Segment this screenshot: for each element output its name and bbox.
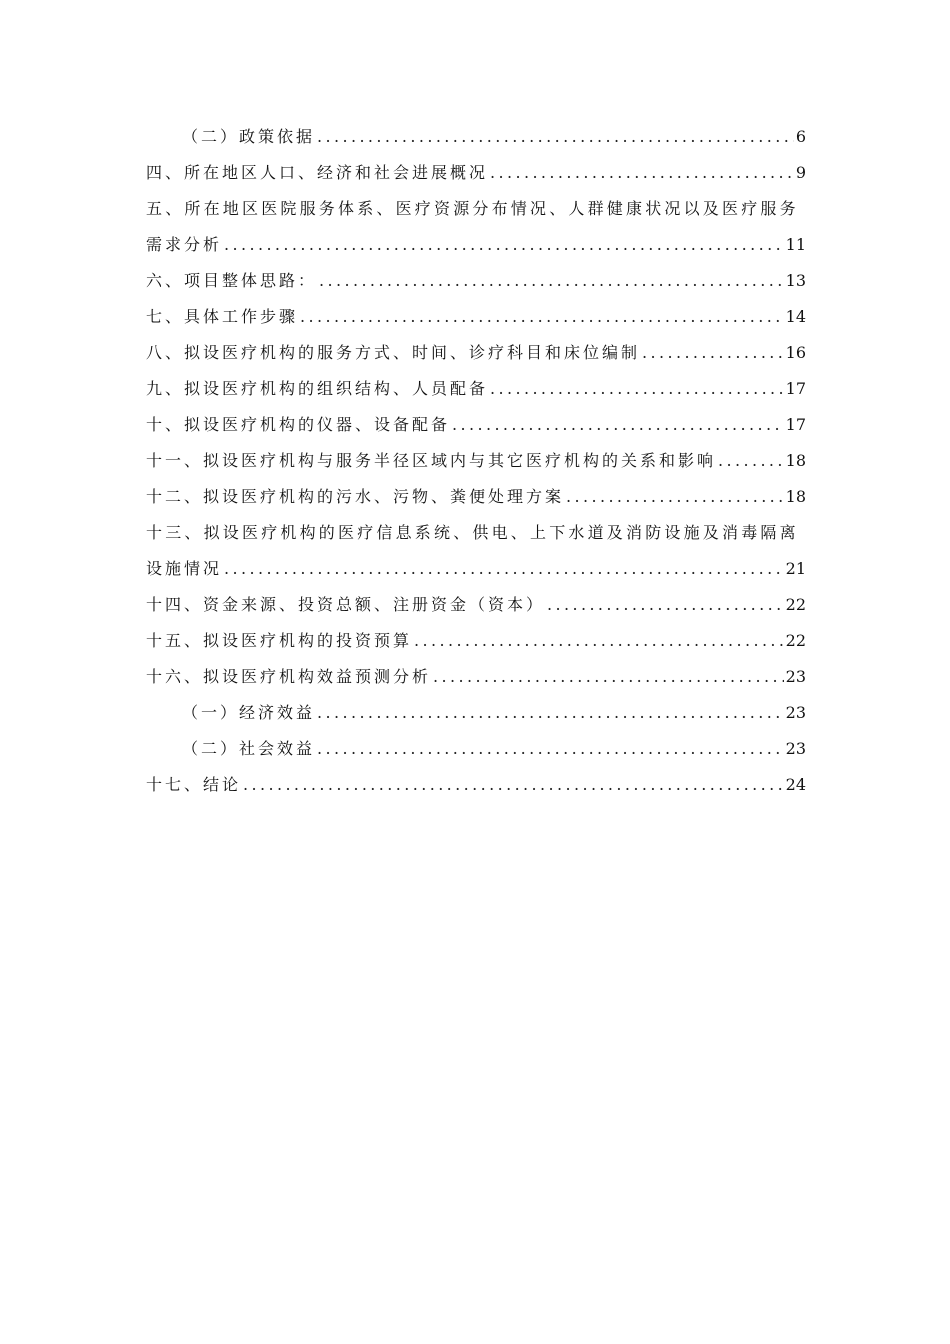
toc-entry-title: 十、拟设医疗机构的仪器、设备配备 (146, 415, 451, 434)
toc-entry-regional-overview[interactable] (146, 160, 806, 196)
toc-dot-leader (547, 595, 784, 614)
toc-dot-leader (300, 307, 784, 326)
toc-entry-title: 十三、拟设医疗机构的医疗信息系统、供电、上下水道及消防设施及消毒隔离 (146, 523, 799, 542)
toc-entry-title: （一）经济效益 (182, 703, 316, 722)
toc-dot-leader (319, 271, 784, 290)
toc-page-number: 17 (785, 415, 806, 434)
toc-entry-service-mode[interactable] (146, 340, 806, 376)
toc-entry-title: 八、拟设医疗机构的服务方式、时间、诊疗科目和床位编制 (146, 343, 641, 362)
toc-dot-leader (490, 379, 784, 398)
toc-page-number: 18 (785, 451, 806, 470)
toc-entry-facilities-line2[interactable] (146, 556, 806, 592)
toc-dot-leader (642, 343, 784, 362)
toc-entry-organization-staffing[interactable] (146, 376, 806, 412)
toc-page-number: 6 (795, 127, 806, 146)
toc-entry-relationships[interactable] (146, 448, 806, 484)
toc-entry-social-benefit[interactable] (146, 736, 806, 772)
toc-dot-leader (224, 559, 784, 578)
toc-dot-leader (718, 451, 784, 470)
toc-dot-leader (490, 163, 794, 182)
toc-page-number: 22 (785, 595, 806, 614)
toc-entry-benefit-forecast[interactable] (146, 664, 806, 700)
toc-dot-leader (317, 127, 794, 146)
toc-entry-waste-treatment[interactable] (146, 484, 806, 520)
toc-page-number: 17 (785, 379, 806, 398)
toc-page-number: 23 (785, 739, 806, 758)
toc-entry-title: 十七、结论 (146, 775, 242, 794)
toc-entry-title: 七、具体工作步骤 (146, 307, 299, 326)
toc-page-number: 9 (795, 163, 806, 182)
toc-entry-title: 设施情况 (146, 559, 223, 578)
toc-entry-hospital-system-line2[interactable] (146, 232, 806, 268)
toc-entry-title: 十二、拟设医疗机构的污水、污物、粪便处理方案 (146, 487, 565, 506)
toc-entry-hospital-system-line1[interactable] (146, 196, 806, 232)
toc-entry-equipment[interactable] (146, 412, 806, 448)
toc-entry-title: 六、项目整体思路： (146, 271, 318, 290)
toc-page-number: 16 (785, 343, 806, 362)
toc-entry-work-steps[interactable] (146, 304, 806, 340)
toc-dot-leader (243, 775, 784, 794)
toc-dot-leader (566, 487, 784, 506)
toc-page-number: 24 (785, 775, 806, 794)
toc-page-number: 21 (785, 559, 806, 578)
toc-page-number: 11 (785, 235, 806, 254)
toc-page-number: 22 (785, 631, 806, 650)
toc-dot-leader (433, 667, 784, 686)
toc-entry-funding[interactable] (146, 592, 806, 628)
toc-entry-title: 九、拟设医疗机构的组织结构、人员配备 (146, 379, 489, 398)
toc-entry-policy-basis[interactable] (146, 124, 806, 160)
toc-entry-economic-benefit[interactable] (146, 700, 806, 736)
toc-entry-title: 五、所在地区医院服务体系、医疗资源分布情况、人群健康状况以及医疗服务 (146, 199, 799, 218)
toc-dot-leader (224, 235, 784, 254)
toc-entry-title: 需求分析 (146, 235, 223, 254)
toc-entry-conclusion[interactable] (146, 772, 806, 808)
toc-entry-facilities-line1[interactable] (146, 520, 806, 556)
toc-entry-title: 十六、拟设医疗机构效益预测分析 (146, 667, 432, 686)
toc-dot-leader (317, 739, 784, 758)
toc-entry-project-approach[interactable] (146, 268, 806, 304)
toc-entry-title: （二）政策依据 (182, 127, 316, 146)
toc-dot-leader (414, 631, 784, 650)
toc-entry-title: 十五、拟设医疗机构的投资预算 (146, 631, 413, 650)
toc-dot-leader (452, 415, 784, 434)
toc-dot-leader (317, 703, 784, 722)
toc-page-number: 18 (785, 487, 806, 506)
toc-entry-title: 四、所在地区人口、经济和社会进展概况 (146, 163, 489, 182)
toc-page-number: 23 (785, 703, 806, 722)
toc-entry-title: （二）社会效益 (182, 739, 316, 758)
toc-page-number: 13 (785, 271, 806, 290)
toc-entry-investment-budget[interactable] (146, 628, 806, 664)
toc-entry-title: 十四、资金来源、投资总额、注册资金（资本） (146, 595, 546, 614)
toc-entry-title: 十一、拟设医疗机构与服务半径区域内与其它医疗机构的关系和影响 (146, 451, 717, 470)
table-of-contents (146, 124, 806, 808)
toc-page-number: 23 (785, 667, 806, 686)
toc-page-number: 14 (785, 307, 806, 326)
